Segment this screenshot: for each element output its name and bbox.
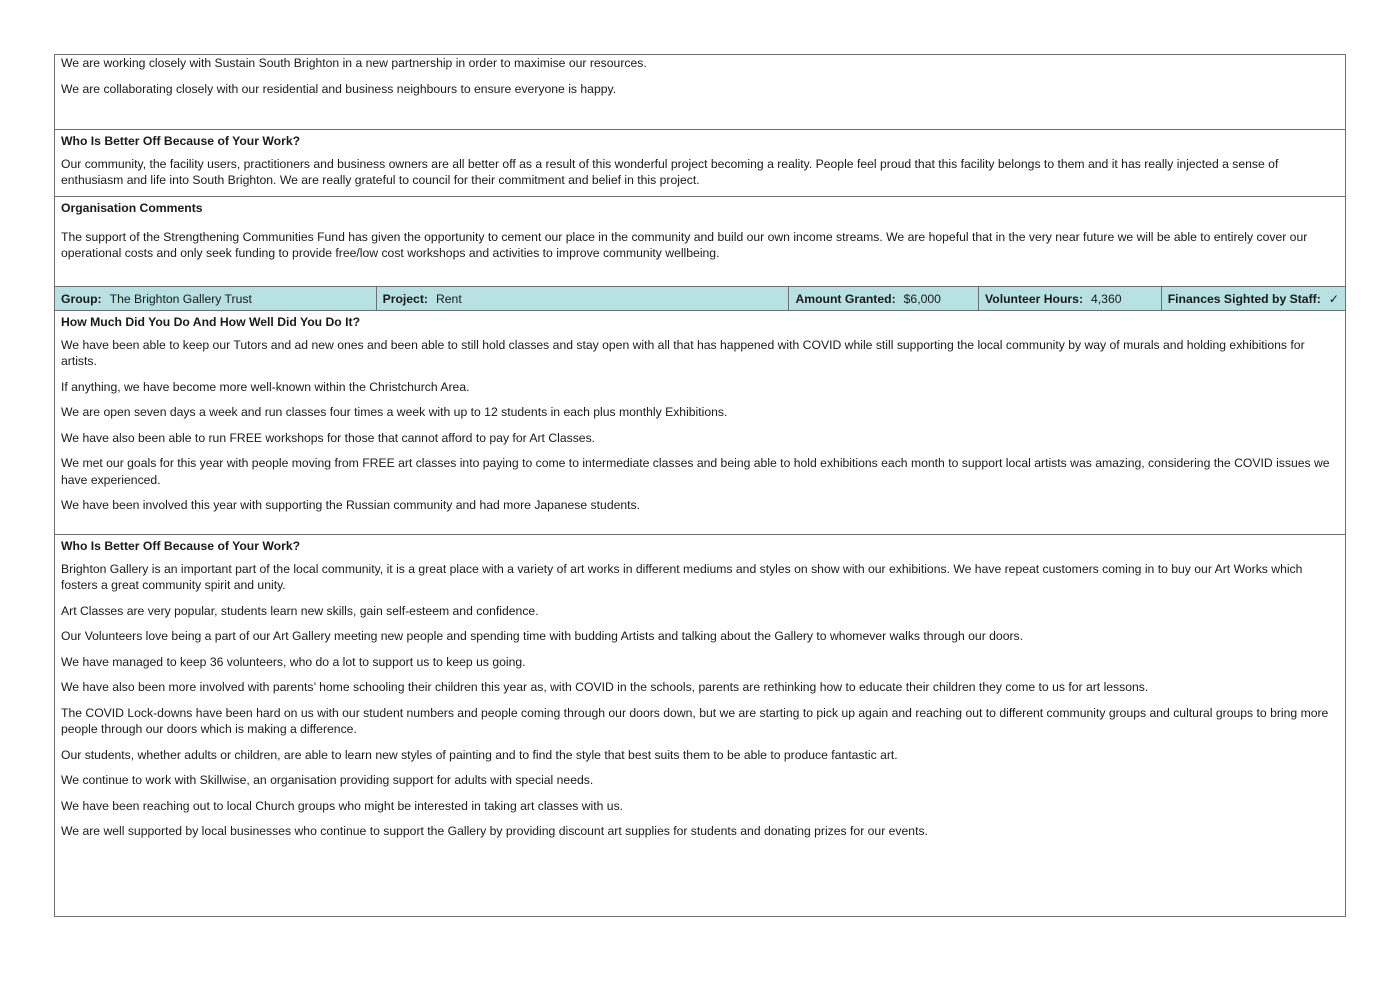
paragraph: Brighton Gallery is an important part of the local community, it is a great place with a variety of art works in different mediums and styles on show with our exhibitions. We have repeat customers coming in to buy our Art Works which fosters a great community spirit and unity.: [61, 561, 1303, 592]
paragraph: We are collaborating closely with our residential and business neighbours to ensure everyone is happy.: [61, 81, 617, 96]
group-value: The Brighton Gallery Trust: [109, 291, 252, 306]
paragraph: Our Volunteers love being a part of our Art Gallery meeting new people and spending time with budding Artists and talking about the Gallery to whomever walks through our doors.: [61, 629, 1024, 643]
group-cell: [55, 287, 377, 310]
amount-granted-value: $6,000: [903, 291, 941, 306]
organisation-comments-section: [55, 197, 1345, 287]
checkmark-icon: ✓: [1328, 291, 1339, 306]
project-label: Project:: [382, 291, 428, 306]
group-label: Group:: [61, 291, 102, 306]
paragraph: We continue to work with Skillwise, an organisation providing support for adults with special needs.: [61, 773, 594, 787]
finances-sighted-cell: [1162, 287, 1345, 310]
amount-granted-cell: [789, 287, 979, 310]
paragraph: Our community, the facility users, practitioners and business owners are all better off as a result of this wonderful project becoming a reality. People feel proud that this facility belongs to them and it has really injected a sense of enthusiasm and life into South Brighton. We are really grateful to council for their commitment and belief in this project.: [61, 156, 1279, 187]
volunteer-hours-cell: [979, 287, 1162, 310]
paragraph: If anything, we have become more well-known within the Christchurch Area.: [61, 379, 470, 394]
how-much-section: [55, 311, 1345, 535]
report-table: [54, 54, 1346, 917]
paragraph: The COVID Lock-downs have been hard on us with our student numbers and people coming through our doors down, but we are starting to pick up again and reaching out to different community groups and cultural groups to bring more people through our doors which is making a difference.: [61, 705, 1329, 736]
better-off-section-2: [55, 535, 1345, 916]
paragraph: Our students, whether adults or children, are able to learn new styles of painting and to find the style that best suits them to be able to produce fantastic art.: [61, 747, 898, 762]
partnerships-section: [55, 55, 1345, 130]
section-heading: How Much Did You Do And How Well Did You Do It?: [61, 315, 361, 329]
paragraph: We have been reaching out to local Church groups who might be interested in taking art classes with us.: [61, 798, 624, 813]
paragraph: We have also been more involved with parents’ home schooling their children this year as, with COVID in the schools, parents are rethinking how to educate their children they come to us for art lessons.: [61, 680, 1149, 694]
finances-sighted-label: Finances Sighted by Staff:: [1167, 291, 1321, 306]
paragraph: The support of the Strengthening Communities Fund has given the opportunity to cement our place in the community and build our own income streams. We are hopeful that in the very near future we will be able to entirely cover our operational costs and only seek funding to provide free/low cost workshops and activities to improve community wellbeing.: [61, 229, 1308, 260]
paragraph: We have managed to keep 36 volunteers, who do a lot to support us to keep us going.: [61, 654, 526, 669]
paragraph: We are open seven days a week and run classes four times a week with up to 12 students in each plus monthly Exhibitions.: [61, 405, 728, 419]
amount-granted-label: Amount Granted:: [795, 291, 896, 306]
volunteer-hours-label: Volunteer Hours:: [985, 291, 1084, 306]
paragraph: We have been able to keep our Tutors and ad new ones and been able to still hold classes and stay open with all that has happened with COVID while still supporting the local community by way of murals and holding exhibitions for artists.: [61, 337, 1305, 368]
paragraph: We have been involved this year with supporting the Russian community and had more Japanese students.: [61, 498, 641, 512]
section-heading: Who Is Better Off Because of Your Work?: [61, 539, 301, 553]
section-heading: Organisation Comments: [61, 201, 203, 215]
volunteer-hours-value: 4,360: [1091, 291, 1122, 306]
paragraph: We are well supported by local businesses who continue to support the Gallery by providing discount art supplies for students and donating prizes for our events.: [61, 824, 928, 838]
better-off-section-1: [55, 130, 1345, 197]
section-heading: Who Is Better Off Because of Your Work?: [61, 134, 301, 148]
paragraph: Art Classes are very popular, students learn new skills, gain self-esteem and confidence.: [61, 603, 539, 618]
paragraph: We met our goals for this year with people moving from FREE art classes into paying to come to intermediate classes and being able to hold exhibitions each month to support local artists was amazing, considering the COVID issues we have experienced.: [61, 456, 1330, 487]
paragraph: We have also been able to run FREE workshops for those that cannot afford to pay for Art Classes.: [61, 430, 596, 445]
grant-summary-row: [55, 287, 1345, 311]
paragraph: We are working closely with Sustain South Brighton in a new partnership in order to maximise our resources.: [61, 56, 647, 70]
project-value: Rent: [435, 291, 462, 306]
project-cell: [377, 287, 790, 310]
